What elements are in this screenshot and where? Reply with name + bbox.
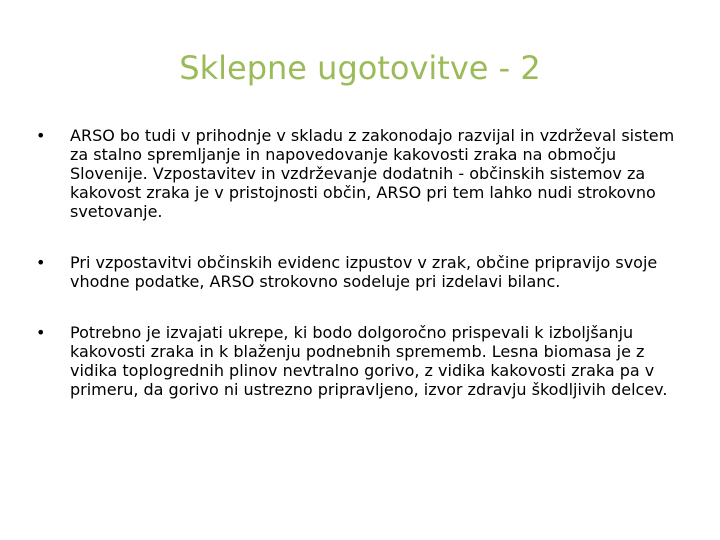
bullet-item <box>36 323 686 399</box>
bullet-text: ARSO bo tudi v prihodnje v skladu z zakonodajo razvijal in vzdrževal sistem za stalno spremljanje in napovedovanje kakovosti zraka na območju Slovenije. Vzpostavitev in vzdrževanje dodatnih - občinskih sistemov za kakovost zraka je v pristojnosti občin, ARSO pri tem lahko nudi strokovno svetovanje. <box>70 126 675 221</box>
bullet-item <box>36 126 686 221</box>
bullet-text: Potrebno je izvajati ukrepe, ki bodo dolgoročno prispevali k izboljšanju kakovosti zraka in k blaženju podnebnih sprememb. Lesna biomasa je z vidika toplogrednih plinov nevtralno gorivo, z vidika kakovosti zraka pa v primeru, da gorivo ni ustrezno pripravljeno, izvor zdravju škodljivih delcev. <box>70 323 668 399</box>
slide-title: Sklepne ugotovitve - 2 <box>179 49 541 87</box>
bullet-item <box>36 253 686 291</box>
bullet-text: Pri vzpostavitvi občinskih evidenc izpustov v zrak, občine pripravijo svoje vhodne podatke, ARSO strokovno sodeluje pri izdelavi bilanc. <box>70 253 658 291</box>
bullet-marker: • <box>36 323 46 342</box>
bullet-marker: • <box>36 253 46 272</box>
bullet-list <box>36 126 686 431</box>
bullet-marker: • <box>36 126 46 145</box>
